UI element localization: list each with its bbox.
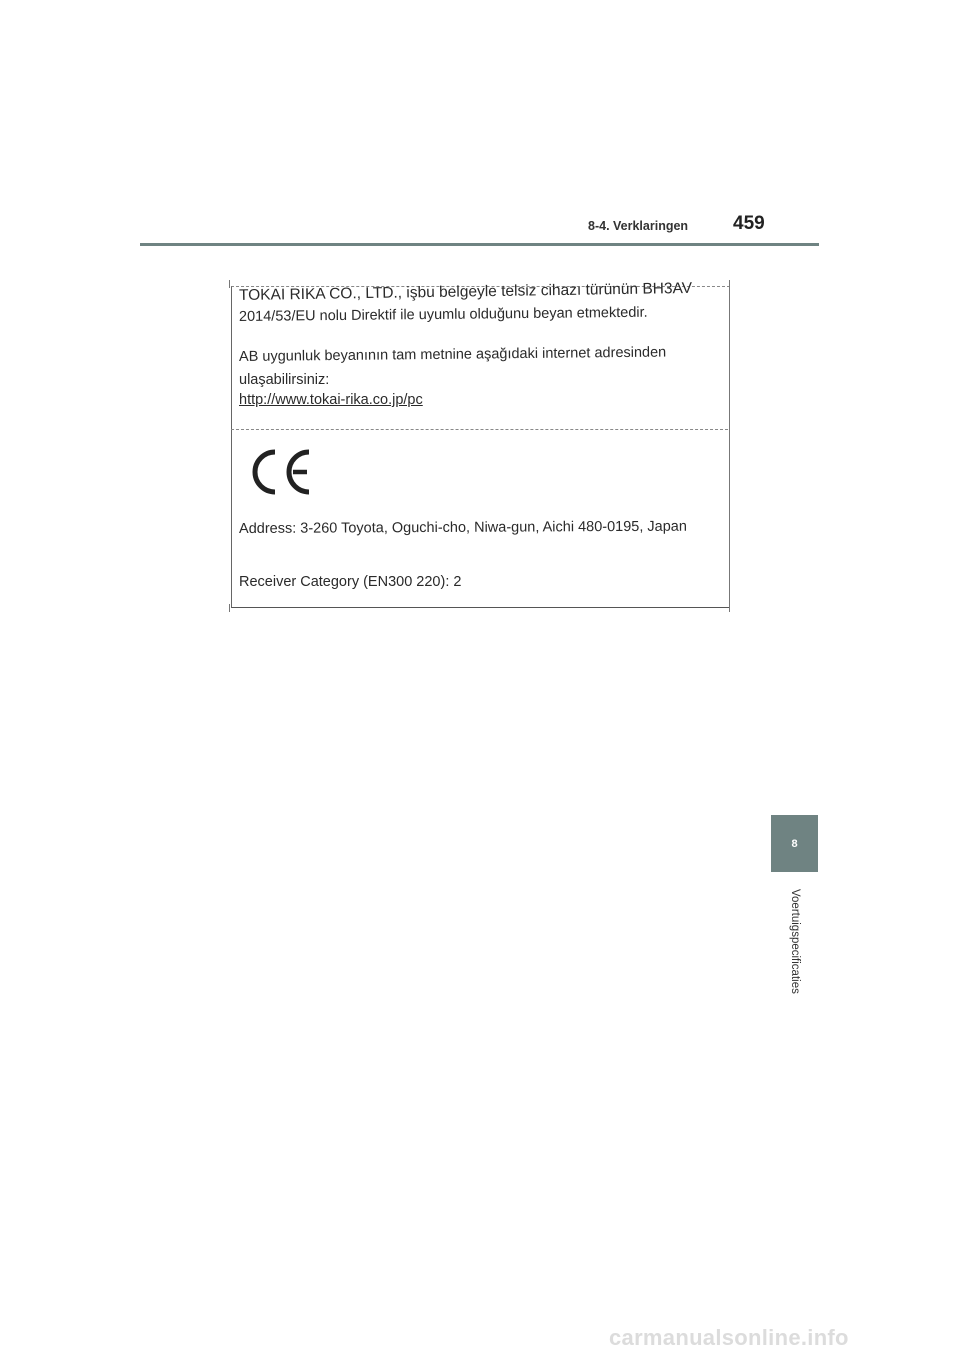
declaration-line: AB uygunluk beyanının tam metnine aşağıdaki internet adresinden bbox=[238, 344, 667, 365]
corner-tick bbox=[229, 604, 230, 612]
corner-tick bbox=[729, 604, 730, 612]
box-divider bbox=[231, 429, 728, 430]
address-text: Address: 3-260 Toyota, Oguchi-cho, Niwa-gun, Aichi 480-0195, Japan bbox=[238, 518, 687, 537]
declaration-line: 2014/53/EU nolu Direktif ile uyumlu olduğunu beyan etmektedir. bbox=[238, 304, 648, 325]
header-rule bbox=[140, 243, 819, 246]
section-title: 8-4. Verklaringen bbox=[588, 219, 689, 233]
corner-tick bbox=[729, 280, 730, 288]
declaration-line: TOKAI RIKA CO., LTD., işbu belgeyle telsiz cihazı türünün BH3AV bbox=[238, 279, 693, 304]
page-number: 459 bbox=[733, 213, 765, 234]
declaration-link[interactable]: http://www.tokai-rika.co.jp/pc bbox=[239, 392, 423, 408]
watermark-text: carmanualsonline.info bbox=[609, 1325, 849, 1350]
chapter-tab: 8 bbox=[771, 815, 818, 872]
ce-mark-icon bbox=[245, 442, 315, 502]
corner-tick bbox=[229, 280, 230, 288]
chapter-label: Voertuigspecificaties bbox=[789, 889, 801, 994]
declaration-line: ulaşabilirsiniz: bbox=[239, 372, 330, 388]
receiver-category: Receiver Category (EN300 220): 2 bbox=[239, 574, 462, 590]
